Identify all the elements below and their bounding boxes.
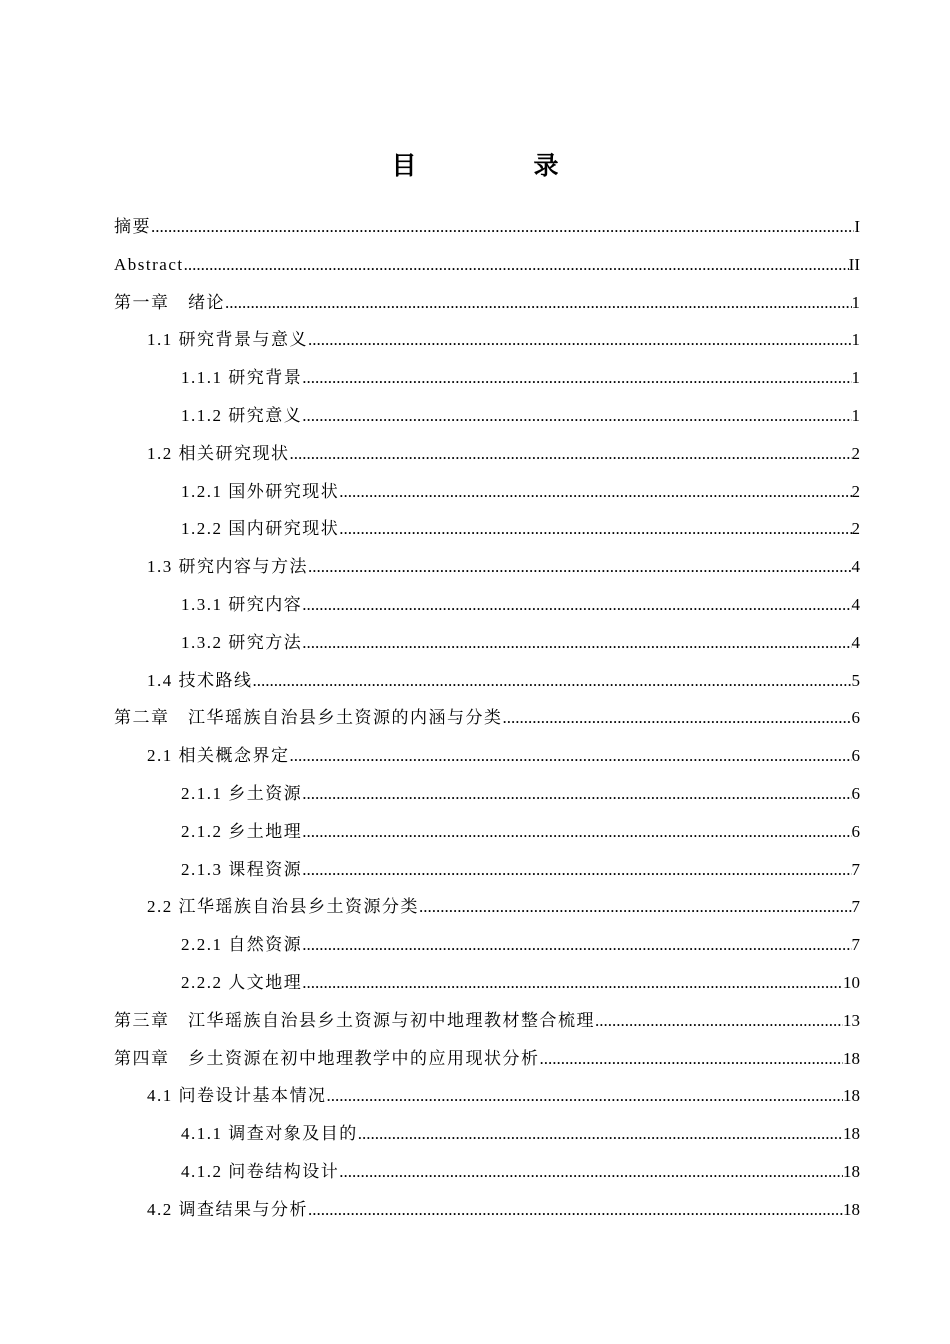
toc-page-number: 1 [851,368,860,388]
toc-page-number: 2 [851,519,860,539]
toc-entry[interactable] [114,662,860,700]
toc-page-number: 18 [843,1124,860,1144]
table-of-contents [114,208,860,1229]
toc-page-number: 18 [843,1086,860,1106]
toc-entry[interactable] [114,548,860,586]
toc-dot-leader [290,737,852,775]
toc-page-number: 6 [851,783,860,803]
toc-entry[interactable] [114,624,860,662]
toc-entry-label: 1.2 相关研究现状 [147,443,290,463]
toc-page-number: 7 [851,897,860,917]
toc-entry[interactable] [114,397,860,435]
toc-page-number: 18 [843,1048,860,1068]
toc-dot-leader [184,246,849,284]
toc-page-number: I [854,217,860,236]
toc-page-number: 7 [851,859,860,879]
toc-page-number: 7 [851,935,860,955]
toc-entry-label: Abstract [114,254,184,274]
toc-dot-leader [503,699,852,737]
toc-entry-label: 2.2.2 人文地理 [181,972,303,992]
toc-dot-leader [540,1040,844,1078]
toc-dot-leader [253,662,852,700]
toc-page-number: 1 [851,292,860,312]
toc-entry[interactable] [114,359,860,397]
toc-entry-label: 第四章 乡土资源在初中地理教学中的应用现状分析 [114,1048,540,1068]
toc-entry-label: 1.1.2 研究意义 [181,405,303,425]
toc-dot-leader [302,813,851,851]
toc-entry[interactable] [114,775,860,813]
toc-entry-label: 2.1 相关概念界定 [147,746,290,766]
toc-entry[interactable] [114,208,860,246]
toc-dot-leader [302,851,851,889]
toc-page-number: II [848,254,860,274]
toc-entry[interactable] [114,473,860,511]
toc-entry-label: 1.4 技术路线 [147,670,253,690]
toc-entry-label: 4.2 调查结果与分析 [147,1199,308,1219]
toc-page-number: 1 [851,405,860,425]
toc-page-number: 2 [851,443,860,463]
toc-entry-label: 1.3 研究内容与方法 [147,557,308,577]
toc-entry[interactable] [114,246,860,284]
toc-entry-label: 1.2.2 国内研究现状 [181,519,340,539]
toc-dot-leader [302,775,851,813]
toc-page-number: 18 [843,1199,860,1219]
toc-entry[interactable] [114,1040,860,1078]
toc-entry[interactable] [114,435,860,473]
toc-page-number: 4 [851,632,860,652]
toc-dot-leader [308,548,852,586]
toc-entry[interactable] [114,284,860,322]
toc-dot-leader [302,964,843,1002]
toc-dot-leader [358,1115,843,1153]
toc-page-number: 10 [843,972,860,992]
toc-entry-label: 第一章 绪论 [114,292,225,312]
toc-entry-label: 4.1.2 问卷结构设计 [181,1161,340,1181]
toc-dot-leader [339,510,851,548]
toc-entry[interactable] [114,737,860,775]
toc-page-number: 18 [843,1161,860,1181]
toc-entry[interactable] [114,851,860,889]
toc-entry[interactable] [114,1077,860,1115]
toc-entry-label: 1.2.1 国外研究现状 [181,481,340,501]
toc-entry-label: 2.1.3 课程资源 [181,859,303,879]
toc-entry-label: 2.2.1 自然资源 [181,935,303,955]
toc-entry[interactable] [114,321,860,359]
toc-page-number: 13 [843,1010,860,1030]
page-title: 目 录 [391,151,605,180]
toc-dot-leader [308,1191,843,1229]
toc-entry[interactable] [114,586,860,624]
toc-dot-leader [151,208,854,246]
toc-dot-leader [339,1153,843,1191]
toc-page-number: 6 [851,708,860,728]
toc-entry-label: 4.1 问卷设计基本情况 [147,1086,327,1106]
toc-dot-leader [302,359,851,397]
toc-entry-label: 1.1 研究背景与意义 [147,330,308,350]
toc-page-number: 5 [851,670,860,690]
toc-entry-label: 4.1.1 调查对象及目的 [181,1124,358,1144]
toc-dot-leader [290,435,852,473]
toc-entry[interactable] [114,964,860,1002]
toc-entry[interactable] [114,926,860,964]
toc-page-number: 2 [851,481,860,501]
toc-entry-label: 1.3.2 研究方法 [181,632,303,652]
toc-entry-label: 2.1.2 乡土地理 [181,821,303,841]
toc-page-number: 1 [851,330,860,350]
toc-entry-label: 1.1.1 研究背景 [181,368,303,388]
toc-dot-leader [302,586,851,624]
toc-dot-leader [339,473,851,511]
toc-entry-label: 第三章 江华瑶族自治县乡土资源与初中地理教材整合梳理 [114,1010,595,1030]
toc-entry[interactable] [114,699,860,737]
toc-entry[interactable] [114,888,860,926]
toc-entry-label: 摘要 [114,217,151,236]
toc-entry[interactable] [114,510,860,548]
toc-entry[interactable] [114,1191,860,1229]
toc-entry-label: 第二章 江华瑶族自治县乡土资源的内涵与分类 [114,708,503,728]
toc-entry[interactable] [114,1115,860,1153]
toc-dot-leader [302,624,851,662]
toc-entry[interactable] [114,1002,860,1040]
toc-entry-label: 2.1.1 乡土资源 [181,783,303,803]
toc-dot-leader [308,321,852,359]
toc-dot-leader [302,397,851,435]
toc-page-number: 4 [851,557,860,577]
toc-entry-label: 1.3.1 研究内容 [181,594,303,614]
toc-dot-leader [419,888,852,926]
toc-dot-leader [225,284,852,322]
toc-page-number: 6 [851,821,860,841]
toc-page-number: 4 [851,594,860,614]
toc-entry[interactable] [114,813,860,851]
toc-dot-leader [595,1002,843,1040]
toc-dot-leader [302,926,851,964]
toc-dot-leader [327,1077,844,1115]
toc-entry-label: 2.2 江华瑶族自治县乡土资源分类 [147,897,419,917]
toc-entry[interactable] [114,1153,860,1191]
toc-page-number: 6 [851,746,860,766]
